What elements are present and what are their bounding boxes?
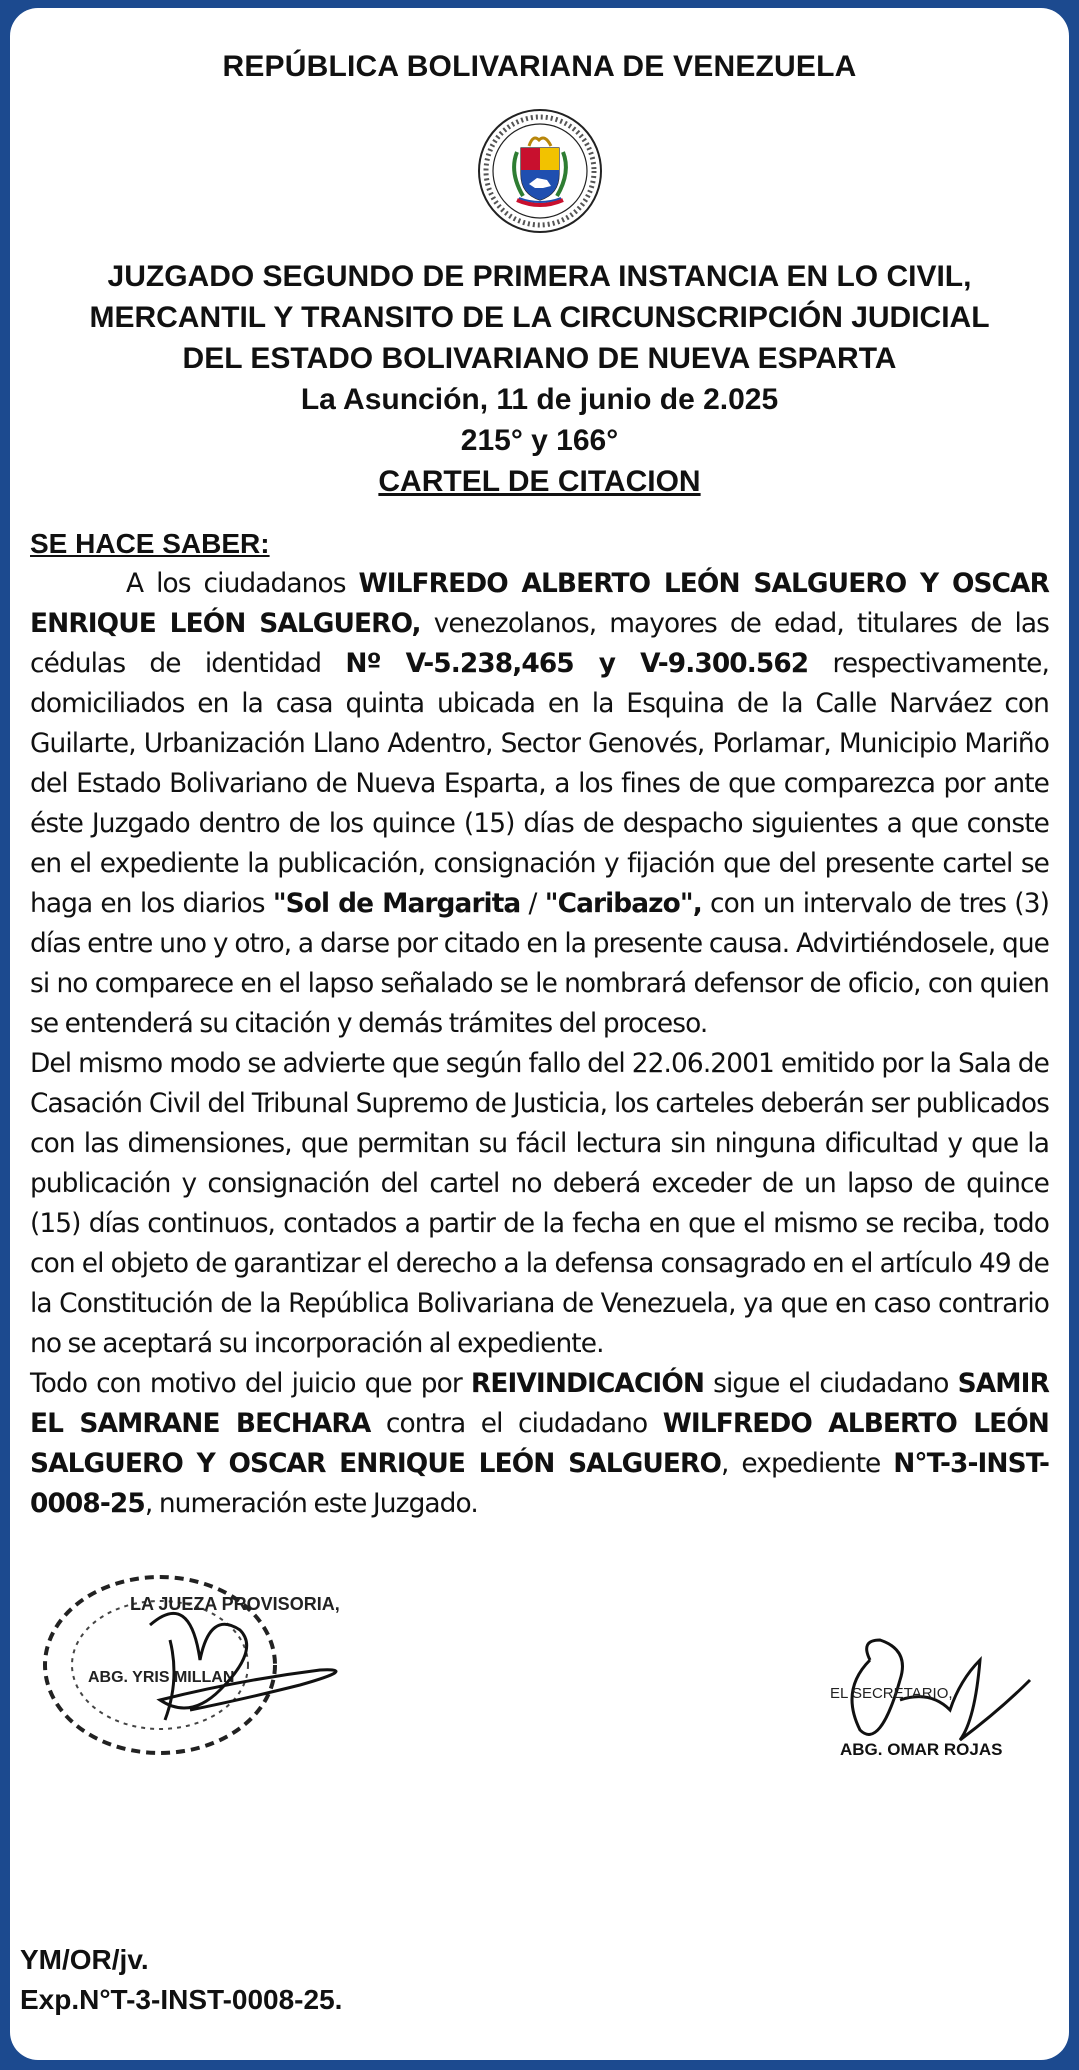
notice-card xyxy=(10,8,1069,2060)
file-reference: Exp.N°T-3-INST-0008-25. xyxy=(20,1984,343,2015)
notice-body xyxy=(30,564,1049,1524)
text-run: Todo con motivo del juicio que por xyxy=(30,1368,471,1399)
date-line: La Asunción, 11 de junio de 2.025 xyxy=(300,383,779,416)
svg-text:ABG. OMAR ROJAS: ABG. OMAR ROJAS xyxy=(840,1740,1003,1759)
newspaper-2: "Caribazo", xyxy=(544,888,702,919)
court-line-1: JUZGADO SEGUNDO DE PRIMERA INSTANCIA EN LO CIVIL, xyxy=(107,260,972,293)
text-run: A los ciudadanos xyxy=(126,568,359,599)
svg-text:ABG. YRIS MILLAN: ABG. YRIS MILLAN xyxy=(88,1669,235,1686)
years-line: 215° y 166° xyxy=(460,424,619,457)
text-run: / xyxy=(520,888,545,919)
signatures-area xyxy=(30,1540,1049,1840)
court-line-3: DEL ESTADO BOLIVARIANO DE NUEVA ESPARTA xyxy=(182,342,897,375)
paragraph-ruling: Del mismo modo se advierte que según fallo del 22.06.2001 emitido por la Sala de Casación Civil del Tribunal Supremo de Justicia, los carteles deberán ser publicados con las dimensiones, que permitan su fácil lectura sin ninguna dificultad y que la publicación y consignación del cartel no deberá exceder de un lapso de quince (15) días continuos, contados a partir de la fecha en que el mismo se reciba, todo con el objeto de garantizar el derecho a la defensa consagrado en el artículo 49 de la Constitución de la República Bolivariana de Venezuela, ya que en caso contrario no se aceptará su incorporación al expediente. xyxy=(30,1048,1049,1359)
text-run: , numeración este Juzgado. xyxy=(144,1488,478,1519)
svg-text:EL SECRETARIO,: EL SECRETARIO, xyxy=(830,1685,953,1702)
coat-of-arms-seal-icon xyxy=(477,108,603,234)
secretary-signature-icon xyxy=(810,1620,1060,1770)
section-label: SE HACE SABER: xyxy=(30,528,270,559)
text-run: con un intervalo de tres (3) días entre uno y otro, a darse por citado en la presente causa. Advirtiéndosele, que si no comparece en el lapso señalado se le nombrará defensor de oficio, con quien se entenderá su citación y demás trámites del proceso. xyxy=(30,888,1049,1039)
defendants-names: WILFREDO ALBERTO LEÓN SALGUERO Y OSCAR ENRIQUE LEÓN SALGUERO xyxy=(30,1408,1049,1479)
case-type: REIVINDICACIÓN xyxy=(470,1368,705,1399)
newspaper-1: "Sol de Margarita xyxy=(272,888,521,919)
text-run: contra el ciudadano xyxy=(370,1408,663,1439)
text-run: venezolanos, mayores de edad, titulares de las cédulas de identidad xyxy=(30,608,1049,679)
plaintiff-name: SAMIR EL SAMRANE BECHARA xyxy=(30,1368,1049,1439)
paragraph-case xyxy=(30,1364,1049,1524)
country-heading: REPÚBLICA BOLIVARIANA DE VENEZUELA xyxy=(222,50,857,83)
court-line-2: MERCANTIL Y TRANSITO DE LA CIRCUNSCRIPCIÓN JUDICIAL xyxy=(89,301,990,334)
paragraph-summons xyxy=(30,564,1049,1044)
judge-stamp-signature-icon xyxy=(40,1570,440,1770)
file-number: N°T-3-INST-0008-25 xyxy=(30,1448,1049,1519)
text-run: respectivamente, domiciliados en la casa quinta ubicada en la Esquina de la Calle Narváez con Guilarte, Urbanización Llano Adentro, Sector Genovés, Porlamar, Municipio Mariño del Estado Bolivariano de Nueva Esparta, a los fines de que comparezca por ante éste Juzgado dentro de los quince (15) días de despacho siguientes a que conste en el expediente la publicación, consignación y fijación que del presente cartel se haga en los diarios xyxy=(30,648,1049,919)
text-run: sigue el ciudadano xyxy=(704,1368,958,1399)
court-heading xyxy=(30,256,1049,502)
svg-text:LA JUEZA PROVISORIA,: LA JUEZA PROVISORIA, xyxy=(130,1594,340,1614)
document-title: CARTEL DE CITACION xyxy=(378,465,701,498)
id-numbers: Nº V-5.238,465 y V-9.300.562 xyxy=(345,648,809,679)
footer xyxy=(20,1940,342,2020)
text-run: , expediente xyxy=(721,1448,894,1479)
defendants-names: WILFREDO ALBERTO LEÓN SALGUERO Y OSCAR ENRIQUE LEÓN SALGUERO, xyxy=(30,568,1049,639)
initials: YM/OR/jv. xyxy=(20,1944,149,1975)
